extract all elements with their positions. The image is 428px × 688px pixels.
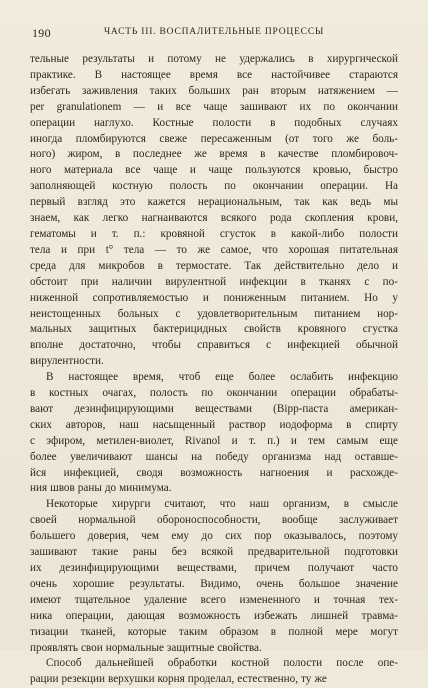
- text-line: в костных очагах, полость по окончании операции обрабаты-: [30, 387, 398, 400]
- text-line: ниженной сопротивляемостью и пониженным питанием. Но у: [30, 291, 398, 304]
- text-line: вают дезинфицирующими веществами (Bipp-паста американ-: [30, 402, 398, 415]
- text-line: ного) жиром, в последнее же время в качестве пломбировоч-: [30, 148, 398, 161]
- text-line: большего доверия, чем ему до сих пор оказывалось, поэтому: [30, 530, 398, 543]
- text-line: В настоящее время, чтоб еще более ослабить инфекцию: [46, 371, 398, 384]
- text-line: их дезинфицирующими веществами, причем получают часто: [30, 562, 398, 574]
- text-line: обстоит при наличии вирулентной инфекции в тканях с по-: [30, 275, 398, 288]
- text-line: тела и при t° тела — то же самое, что хорошая питательная: [30, 243, 398, 256]
- text-line: проявлять свои нормальные защитные свойства.: [30, 641, 262, 654]
- text-line: гематомы и т. п.: кровяной сгусток в какой-либо полости: [30, 227, 398, 240]
- text-line: среда для микробов в термостате. Так действительно дело и: [30, 259, 398, 272]
- text-line: мальных защитных бактерицидных свойств кровяного сгустка: [30, 323, 398, 336]
- text-line: иногда пломбируются свеже пересаженным (от того же боль-: [30, 132, 398, 145]
- text-line: заполняющей костную полость по окончании операции. На: [30, 180, 398, 193]
- text-line: Некоторые хирурги считают, что наш организм, в смысле: [46, 498, 398, 511]
- text-line: операции наглухо. Костные полости в подобных случаях: [30, 116, 398, 129]
- text-line: знаем, как легко нагнаиваются всякого рода скопления крови,: [30, 212, 398, 225]
- text-line: очень хорошие результаты. Видимо, очень большое значение: [30, 577, 398, 590]
- text-line: с эфиром, метилен-виолет, Rivanol и т. п.) и тем самым еще: [30, 434, 398, 447]
- text-line: per granulationem — и все чаще зашивают их по окончании: [30, 100, 398, 113]
- text-line: избегать заживления таких больших ран вторым натяжением —: [30, 84, 398, 97]
- page-number: 190: [32, 26, 51, 40]
- text-line: ника операции, дающая возможность избежать лишней травма-: [30, 609, 398, 622]
- text-line: ния швов раны до минимума.: [30, 482, 172, 495]
- text-line: практике. В настоящее время все настойчивее стараются: [30, 68, 398, 81]
- text-line: первый взгляд это кажется нерациональным, так как ведь мы: [30, 196, 398, 209]
- text-line: рации резекции верхушки корня проделал, естественно, ту же: [30, 673, 327, 686]
- text-line: йся инфекцией, сводя возможность нагноения и расхожде-: [30, 466, 398, 479]
- text-line: вполне достаточно, чтобы справиться с инфекцией обычной: [30, 339, 398, 352]
- text-line: имеют тщательное удаление всего измененного и точная тех-: [30, 593, 398, 606]
- text-line: вирулентности.: [30, 355, 104, 368]
- text-line: тельные результаты и потому не удержались в хирургической: [30, 53, 398, 65]
- text-line: ских авторов, наш насыщенный раствор иодоформа в спирту: [30, 418, 398, 431]
- text-line: неистощенных больных с удовлетворительным питанием нор-: [30, 307, 398, 320]
- text-line: тизации тканей, которые таким образом в полной мере могут: [30, 625, 398, 638]
- paragraph: [30, 52, 398, 370]
- text-line: зашивают такие раны без всякой предварительной подготовки: [30, 546, 398, 559]
- running-title: ЧАСТЬ III. ВОСПАЛИТЕЛЬНЫЕ ПРОЦЕССЫ: [103, 27, 325, 37]
- text-line: более увеличивают шансы на победу организма над оставше-: [30, 450, 398, 463]
- paragraph: [30, 656, 398, 688]
- text-line: ного материала все чаще и чаще пользуются кровью, быстро: [30, 164, 398, 177]
- page-body: [30, 52, 398, 688]
- text-line: Способ дальнейшей обработки костной полости после опе-: [46, 657, 398, 670]
- paragraph: [30, 497, 398, 656]
- text-line: своей нормальной обороноспособности, вообще заслуживает: [30, 514, 398, 527]
- page-header: [30, 26, 398, 42]
- paragraph: [30, 370, 398, 497]
